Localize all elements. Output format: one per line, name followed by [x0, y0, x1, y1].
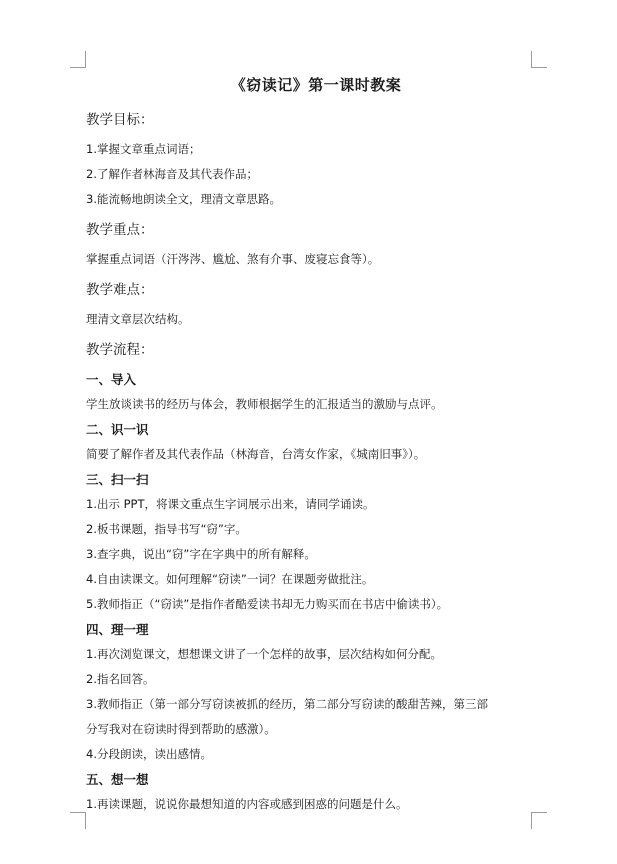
step-heading: 四、理一理 — [86, 622, 149, 637]
crop-mark-top-right-v — [531, 51, 532, 67]
step-line: 3.查字典，说出“窃”字在字典中的所有解释。 — [86, 547, 316, 561]
step-heading: 五、想一想 — [86, 772, 149, 787]
key-points-text: 掌握重点词语（汗涔涔、尴尬、煞有介事、废寝忘食等）。 — [86, 252, 380, 266]
crop-mark-top-right-h — [531, 67, 547, 68]
crop-mark-bottom-left-h — [70, 812, 86, 813]
step-line: 5.教师指正（“窃读”是指作者酷爱读书却无力购买而在书店中偷读书）。 — [86, 597, 449, 611]
crop-mark-top-left-h — [70, 67, 86, 68]
step-line: 2.板书课题，指导书写“窃”字。 — [86, 522, 247, 536]
step-line: 1.出示 PPT，将课文重点生字词展示出来，请同学诵读。 — [86, 497, 375, 511]
objective-item: 2.了解作者林海音及其代表作品； — [86, 167, 258, 181]
process-label: 教学流程： — [86, 342, 154, 358]
document-body — [86, 72, 546, 817]
step-line: 2.指名回答。 — [86, 672, 155, 686]
step-line: 简要了解作者及其代表作品（林海音，台湾女作家，《城南旧事》）。 — [86, 447, 426, 461]
step-line: 分写我对在窃读时得到帮助的感激）。 — [86, 722, 276, 736]
objective-item: 1.掌握文章重点词语； — [86, 142, 201, 156]
document-title: 《窃读记》第一课时教案 — [230, 76, 402, 94]
step-heading: 三、扫一扫 — [86, 472, 149, 487]
step-line: 1.再次浏览课文，想想课文讲了一个怎样的故事，层次结构如何分配。 — [86, 647, 442, 661]
step-line: 3.教师指正（第一部分写窃读被抓的经历，第二部分写窃读的酸甜苦辣，第三部 — [86, 697, 488, 711]
difficulties-text: 理清文章层次结构。 — [86, 312, 190, 326]
step-line: 4.分段朗读，读出感情。 — [86, 747, 212, 761]
objectives-label: 教学目标： — [86, 112, 154, 128]
step-heading: 一、导入 — [86, 372, 137, 387]
step-line: 学生放谈读书的经历与体会，教师根据学生的汇报适当的激励与点评。 — [86, 397, 443, 411]
key-points-label: 教学重点： — [86, 222, 154, 238]
objective-item: 3.能流畅地朗读全文，理清文章思路。 — [86, 192, 281, 206]
crop-mark-top-left-v — [85, 51, 86, 67]
step-line: 4.自由读课文。如何理解“窃读”一词？在课题旁做批注。 — [86, 572, 374, 586]
difficulties-label: 教学难点： — [86, 282, 154, 298]
step-line: 1.再读课题，说说你最想知道的内容或感到困惑的问题是什么。 — [86, 797, 408, 811]
step-heading: 二、识一识 — [86, 422, 149, 437]
